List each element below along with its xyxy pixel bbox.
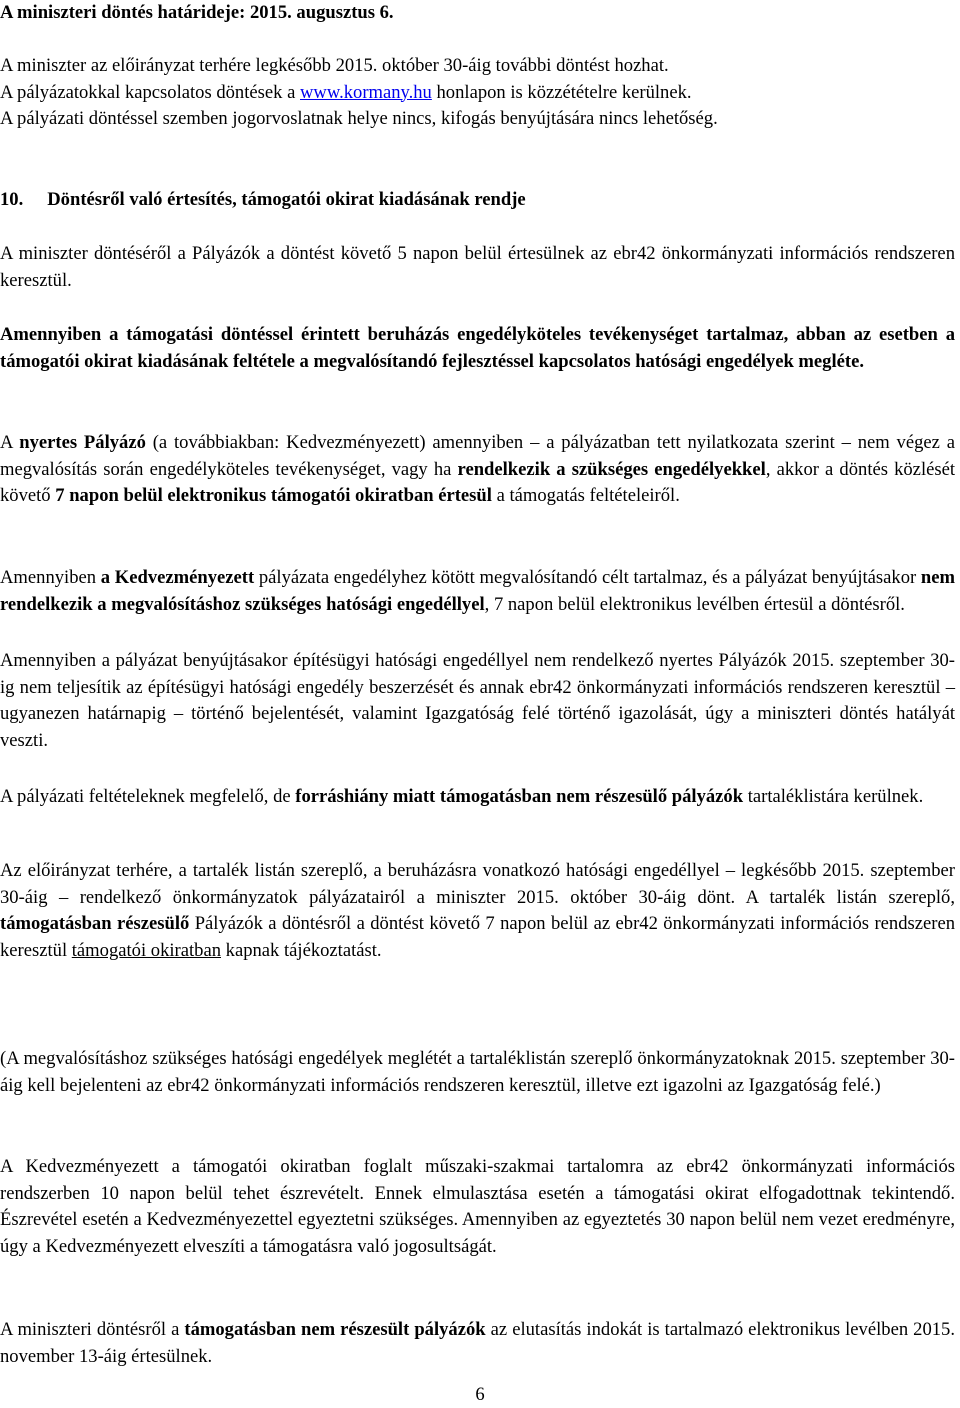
paragraph-6: A pályázati feltételeknek megfelelő, de forráshiány miatt támogatásban nem részesülő pályázók tartaléklistára kerülnek. (0, 786, 924, 807)
paragraph-5: Amennyiben a pályázat benyújtásakor építésügyi hatósági engedéllyel nem rendelkező nyertes Pályázók 2015. szeptember 30-ig nem teljesítik az építésügyi hatósági engedély beszerzését és annak ebr42 önkormányzati információs rendszeren keresztül – ugyanezen határnapig – történő bejelentését, valamint Igazgatóság felé történő igazolását, úgy a miniszteri döntés hatályát veszti. (0, 650, 955, 751)
deadline-line-2: A pályázatokkal kapcsolatos döntések a www.kormany.hu honlapon is közzétételre kerülnek. (0, 81, 692, 103)
kormany-link[interactable]: www.kormany.hu (300, 81, 432, 103)
paragraph-2: Amennyiben a támogatási döntéssel érintett beruházás engedélyköteles tevékenységet tartalmaz, abban az esetben a támogatói okirat kiadásának feltétele a megvalósítandó fejlesztéssel kapcsolatos hatósági engedélyek megléte. (0, 324, 955, 372)
paragraph-8: (A megvalósításhoz szükséges hatósági engedélyek meglétét a tartaléklistán szereplő önkormányzatoknak 2015. szeptember 30-áig kell bejelenteni az ebr42 önkormányzati információs rendszeren keresztül, illetve ezt igazolni az Igazgatóság felé.) (0, 1048, 955, 1096)
paragraph-4: Amennyiben a Kedvezményezett pályázata engedélyhez kötött megvalósítandó célt tartalmaz, és a pályázat benyújtásakor nem rendelkezik a megvalósításhoz szükséges hatósági engedéllyel, 7 napon belül elektronikus levélben értesül a döntésről. (0, 567, 955, 615)
paragraph-7: Az előirányzat terhére, a tartalék listán szereplő, a beruházásra vonatkozó hatósági engedéllyel – legkésőbb 2015. szeptember 30-áig – rendelkező önkormányzatok pályázatairól a miniszter 2015. október 30-áig dönt. A tartalék listán szereplő, támogatásban részesülő Pályázók a döntésről a döntést követő 7 napon belül az ebr42 önkormányzati információs rendszeren keresztül támogatói okiratban kapnak tájékoztatást. (0, 860, 955, 961)
section-number: 10. (0, 189, 24, 210)
section-heading (0, 187, 955, 214)
paragraph-10: A miniszteri döntésről a támogatásban nem részesült pályázók az elutasítás indokát is tartalmazó elektronikus levélben 2015. november 13-áig értesülnek. (0, 1319, 955, 1367)
page-number: 6 (475, 1384, 485, 1405)
deadline-line-1: A miniszter az előirányzat terhére legkésőbb 2015. október 30-áig további döntést hozhat. (0, 55, 669, 76)
section-title: Döntésről való értesítés, támogatói okirat kiadásának rendje (47, 189, 526, 210)
deadline-title: A miniszteri döntés határideje: 2015. augusztus 6. (0, 2, 394, 23)
paragraph-9: A Kedvezményezett a támogatói okiratban foglalt műszaki-szakmai tartalomra az ebr42 önkormányzati információs rendszerben 10 napon belül tehet észrevételt. Ennek elmulasztása esetén a támogatási okirat elfogadottnak tekintendő. Észrevétel esetén a Kedvezményezettel egyeztetni szükséges. Amennyiben az egyeztetés 30 napon belül nem vezet eredményre, úgy a Kedvezményezett elveszíti a támogatásra való jogosultságát. (0, 1156, 955, 1257)
paragraph-1: A miniszter döntéséről a Pályázók a döntést követő 5 napon belül értesülnek az ebr42 önkormányzati információs rendszeren keresztül. (0, 243, 955, 291)
deadline-info (0, 53, 955, 133)
deadline-line-3: A pályázati döntéssel szemben jogorvoslatnak helye nincs, kifogás benyújtására nincs lehetőség. (0, 108, 718, 129)
paragraph-3: A nyertes Pályázó (a továbbiakban: Kedvezményezett) amennyiben – a pályázatban tett nyilatkozata szerint – nem végez a megvalósítás során engedélyköteles tevékenységet, vagy ha rendelkezik a szükséges engedélyekkel, akkor a döntés közlését követő 7 napon belül elektronikus támogatói okiratban értesül a támogatás feltételeiről. (0, 432, 956, 506)
